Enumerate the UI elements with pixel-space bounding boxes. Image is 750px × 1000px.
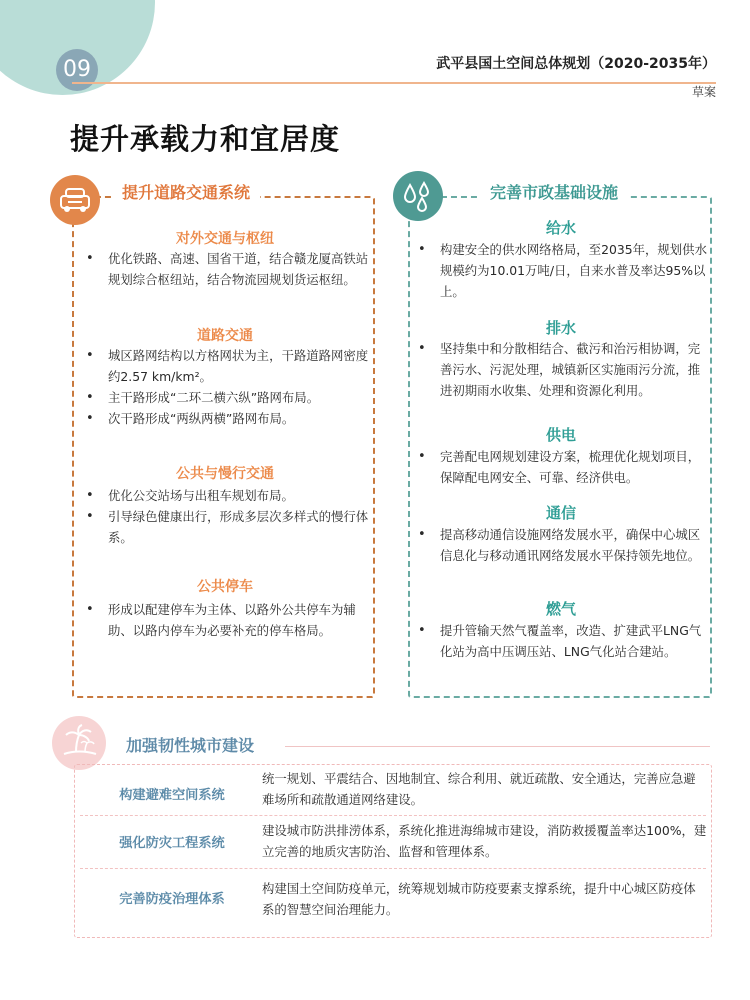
row-label: 构建避难空间系统 — [119, 788, 225, 803]
section-title: 道路交通 — [197, 328, 253, 344]
document-status: 草案 — [691, 85, 716, 99]
municipal-panel-title: 完善市政基础设施 — [480, 180, 628, 203]
bullet-list — [416, 239, 712, 302]
list-item: • 坚持集中和分散相结合、截污和治污相协调，完善污水、污泥处理，城镇新区实施雨污分流，推进初期雨水收集、处理和资源化利用。 — [416, 338, 712, 401]
list-item: • 完善配电网规划建设方案，梳理优化规划项目，保障配电网安全、可靠、经济供电。 — [416, 446, 712, 488]
bullet-list — [84, 248, 374, 290]
row-divider — [80, 868, 706, 869]
transport-panel-title: 提升道路交通系统 — [112, 180, 260, 203]
row-label: 强化防灾工程系统 — [119, 836, 225, 851]
row-text: 建设城市防洪排涝体系，系统化推进海绵城市建设，消防救援覆盖率达100%，建立完善的地质灾害防治、监督和管理体系。 — [262, 823, 707, 859]
title-divider — [285, 746, 710, 747]
bullet-list — [416, 620, 712, 662]
section-title: 给水 — [545, 219, 576, 237]
list-item: • 引导绿色健康出行，形成多层次多样式的慢行体系。 — [84, 506, 374, 548]
row-label: 完善防疫治理体系 — [119, 892, 225, 907]
list-item: • 形成以配建停车为主体、以路外公共停车为辅助、以路内停车为必要补充的停车格局。 — [84, 599, 374, 641]
section-title: 供电 — [545, 426, 576, 444]
bullet-list — [84, 485, 374, 548]
page-title: 提升承载力和宜居度 — [70, 122, 341, 156]
section-title: 排水 — [545, 319, 576, 337]
list-item: • 次干路形成“两纵两横”路网布局。 — [84, 408, 374, 429]
section-title: 通信 — [545, 504, 576, 522]
document-title: 武平县国土空间总体规划（2020-2035年） — [436, 56, 716, 72]
row-text: 统一规划、平震结合、因地制宜、综合利用、就近疏散、安全通达，完善应急避难场所和疏散通道网络建设。 — [262, 771, 696, 807]
list-item: • 主干路形成“二环二横六纵”路网布局。 — [84, 387, 374, 408]
row-text: 构建国土空间防疫单元，统筹规划城市防疫要素支撑系统，提升中心城区防疫体系的智慧空间治理能力。 — [262, 881, 696, 917]
section-title: 对外交通与枢纽 — [176, 231, 274, 247]
section-title: 公共与慢行交通 — [176, 466, 274, 482]
bullet-list — [416, 338, 712, 401]
page-number: 09 — [56, 49, 98, 91]
list-item: • 提升管输天然气覆盖率，改造、扩建武平LNG气化站为高中压调压站、LNG气化站合建站。 — [416, 620, 712, 662]
list-item: • 城区路网结构以方格网状为主，干路道路网密度约2.57 km/km²。 — [84, 345, 374, 387]
bullet-list — [416, 446, 712, 488]
section-title: 燃气 — [545, 600, 576, 618]
list-item: • 提高移动通信设施网络发展水平，确保中心城区信息化与移动通讯网络发展水平保持领先地位。 — [416, 524, 712, 566]
palm-island-icon — [52, 716, 106, 770]
header-divider — [72, 82, 716, 84]
bullet-list — [84, 599, 374, 641]
bullet-list — [84, 345, 374, 429]
list-item: • 构建安全的供水网络格局，至2035年，规划供水规模约为10.01万吨/日，自来水普及率达95%以上。 — [416, 239, 712, 302]
list-item: • 优化公交站场与出租车规划布局。 — [84, 485, 374, 506]
bullet-list — [416, 524, 712, 566]
car-icon — [50, 175, 100, 225]
row-divider — [80, 815, 706, 816]
water-drops-icon — [393, 171, 443, 221]
list-item: • 优化铁路、高速、国省干道，结合赣龙厦高铁站规划综合枢纽站，结合物流园规划货运枢纽。 — [84, 248, 374, 290]
section-title: 公共停车 — [197, 579, 253, 595]
resilience-title: 加强韧性城市建设 — [126, 736, 255, 755]
